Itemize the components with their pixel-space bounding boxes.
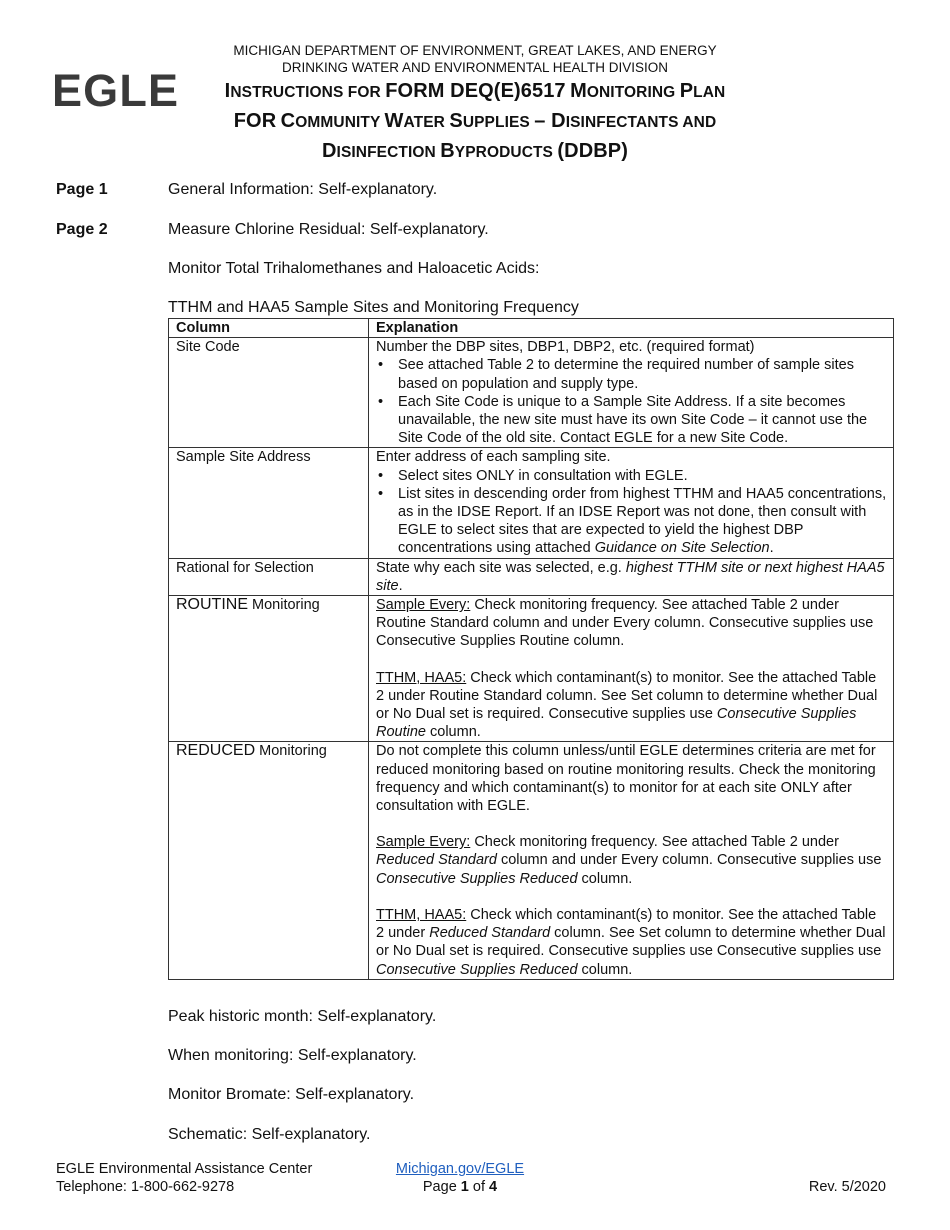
- footer-contact: [56, 1160, 312, 1196]
- table-row: [169, 742, 894, 979]
- table-caption: TTHM and HAA5 Sample Sites and Monitoring Frequency: [168, 299, 579, 316]
- site-code-bullet: • See attached Table 2 to determine the required number of sample sites based on population and supply type.: [376, 356, 887, 392]
- page2-text: Measure Chlorine Residual: Self-explanatory.: [168, 221, 489, 238]
- egle-logo-text: EGLE: [52, 70, 180, 110]
- row-explanation: [369, 338, 894, 448]
- row-label: ROUTINE Monitoring: [169, 596, 369, 742]
- table-row: [169, 338, 894, 448]
- michigan-gov-link[interactable]: Michigan.gov/EGLE: [395, 1161, 525, 1177]
- page2-label: Page 2: [56, 221, 108, 238]
- row-label: Site Code: [169, 338, 369, 448]
- monitor-heading: Monitor Total Trihalomethanes and Haloacetic Acids:: [168, 260, 540, 277]
- agency-line-1: MICHIGAN DEPARTMENT OF ENVIRONMENT, GREAT LAKES, AND ENERGY: [233, 43, 717, 58]
- schematic-text: Schematic: Self-explanatory.: [168, 1126, 371, 1143]
- agency-line-2: DRINKING WATER AND ENVIRONMENTAL HEALTH DIVISION: [281, 60, 669, 75]
- row-label: Sample Site Address: [169, 448, 369, 558]
- table-row: [169, 596, 894, 742]
- row-explanation: State why each site was selected, e.g. highest TTHM site or next highest HAA5 site.: [369, 558, 894, 595]
- row-label: Rational for Selection: [169, 558, 369, 595]
- reduced-sample-every: Sample Every: Check monitoring frequency. See attached Table 2 under Reduced Standard column and under Every column. Consecutive supplies use Consecutive Supplies Reduced column.: [376, 834, 882, 887]
- footer-middle: [380, 1160, 540, 1196]
- agency-header: [140, 42, 810, 76]
- title-line-1: INSTRUCTIONS FOR FORM DEQ(E)6517 MONITORING PLAN: [224, 80, 726, 102]
- reduced-intro: Do not complete this column unless/until EGLE determines criteria are met for reduced monitoring based on routine monitoring results. Check the monitoring frequency and which contaminant(s) to monitor for at each site ONLY after consultation with EGLE.: [376, 743, 876, 815]
- footer-telephone: Telephone: 1-800-662-9278: [56, 1179, 235, 1195]
- site-code-bullet: • Each Site Code is unique to a Sample Site Address. If a site becomes unavailable, the new site must have its own Site Code – it cannot use the Site Code of the old site. Contact EGLE for a new Site Code.: [376, 393, 887, 448]
- page1-label: Page 1: [56, 181, 108, 198]
- table-row: [169, 448, 894, 558]
- table-header-row: [169, 319, 894, 338]
- monitor-bromate-text: Monitor Bromate: Self-explanatory.: [168, 1086, 415, 1103]
- page-number: Page 1 of 4: [422, 1179, 498, 1195]
- title-line-3: DISINFECTION BYPRODUCTS (DDBP): [322, 140, 628, 162]
- row-explanation: [369, 596, 894, 742]
- when-monitoring-text: When monitoring: Self-explanatory.: [168, 1047, 417, 1064]
- routine-tthm-haa5: TTHM, HAA5: Check which contaminant(s) to monitor. See the attached Table 2 under Routine Standard column. See Set column to determine whether Dual or No Dual set is required. Consecutive supplies use Consecutive Supplies Routine column.: [376, 669, 878, 741]
- table-row: [169, 558, 894, 595]
- address-intro: Enter address of each sampling site.: [376, 449, 611, 466]
- address-bullet: • List sites in descending order from highest TTHM and HAA5 concentrations, as in the IDSE Report. If an IDSE Report was not done, then consult with EGLE to select sites that are expected to yield the highest DBP concentrations using attached Guidance on Site Selection.: [376, 485, 887, 558]
- title-line-2: FOR COMMUNITY WATER SUPPLIES – DISINFECTANTS AND: [233, 110, 717, 132]
- reduced-tthm-haa5: TTHM, HAA5: Check which contaminant(s) to monitor. See the attached Table 2 under Reduced Standard column. See Set column to determine whether Dual or No Dual set is required. Consecutive supplies use Consecutive supplies use Consecutive Supplies Reduced column.: [376, 906, 886, 978]
- row-explanation: [369, 448, 894, 558]
- column-header: Column: [169, 319, 369, 338]
- page1-text: General Information: Self-explanatory.: [168, 181, 438, 198]
- site-code-intro: Number the DBP sites, DBP1, DBP2, etc. (required format): [376, 339, 755, 356]
- explanation-header: Explanation: [369, 319, 894, 338]
- explanation-table: [168, 318, 894, 980]
- routine-sample-every: Sample Every: Check monitoring frequency. See attached Table 2 under Routine Standard column and under Every column. Consecutive supplies use Consecutive Supplies Routine column.: [376, 597, 874, 650]
- footer-center-name: EGLE Environmental Assistance Center: [56, 1161, 313, 1177]
- peak-month-text: Peak historic month: Self-explanatory.: [168, 1008, 437, 1025]
- document-title: [140, 77, 810, 167]
- revision: Rev. 5/2020: [808, 1179, 886, 1195]
- address-bullet: • Select sites ONLY in consultation with EGLE.: [376, 467, 887, 485]
- row-explanation: [369, 742, 894, 979]
- row-label: REDUCED Monitoring: [169, 742, 369, 979]
